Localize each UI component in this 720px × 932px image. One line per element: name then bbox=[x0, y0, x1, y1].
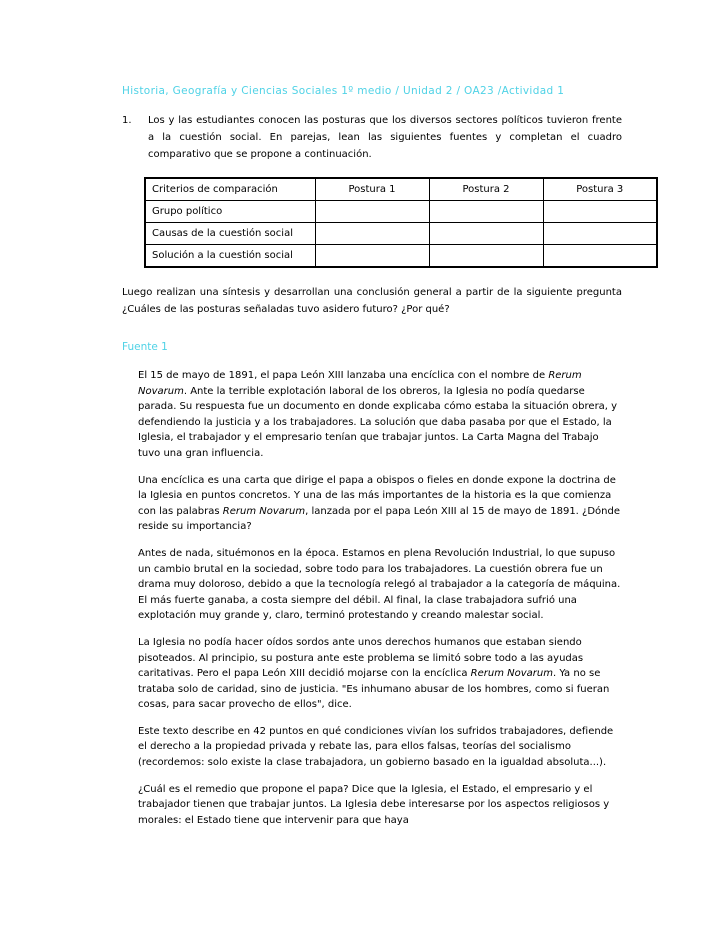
table-header-criteria: Criterios de comparación bbox=[145, 178, 315, 201]
source-paragraph-1-text-a: El 15 de mayo de 1891, el papa León XIII lanzaba una encíclica con el nombre de bbox=[138, 370, 549, 381]
table-header-postura-2: Postura 2 bbox=[429, 178, 543, 201]
source-paragraph-1 bbox=[138, 368, 622, 462]
source-paragraph-5: Este texto describe en 42 puntos en qué condiciones vivían los sufridos trabajadores, defiende el derecho a la propiedad privada y rebate las, para ellos falsas, teorías del socialismo (recordemos: solo existe la clase trabajadora, un gobierno basado en la igualdad absoluta...). bbox=[138, 725, 614, 769]
source-paragraph-2-text-a: Una encíclica es una carta que dirige el papa a obispos o fieles en donde expone la doctrina de la Iglesia en puntos concretos. Y una de las más importantes de la historia es la que comienza con las palabras bbox=[138, 474, 616, 517]
document-content bbox=[122, 84, 622, 828]
source-heading: Fuente 1 bbox=[122, 341, 168, 353]
table-row bbox=[145, 245, 657, 268]
table-cell-answer[interactable] bbox=[429, 201, 543, 223]
instruction-text: Los y las estudiantes conocen las posturas que los diversos sectores políticos tuvieron frente a la cuestión social. En parejas, lean las siguientes fuentes y completan el cuadro comparativo que se propone a continuación. bbox=[148, 115, 622, 160]
table-cell-answer[interactable] bbox=[315, 245, 429, 268]
source-body bbox=[138, 368, 622, 828]
source-paragraph-3: Antes de nada, situémonos en la época. Estamos en plena Revolución Industrial, lo que supuso un cambio brutal en la sociedad, sobre todo para los trabajadores. La cuestión obrera fue un drama muy doloroso, debido a que la tecnología relegó al trabajador a la categoría de máquina. El más fuerte ganaba, a costa siempre del débil. Al final, la clase trabajadora sufrió una explotación muy grande y, claro, terminó protestando y creando malestar social. bbox=[138, 547, 621, 622]
breadcrumb: Historia, Geografía y Ciencias Sociales 1º medio / Unidad 2 / OA23 /Actividad 1 bbox=[122, 85, 565, 97]
table-cell-criterion: Solución a la cuestión social bbox=[145, 245, 315, 268]
instruction-number: 1. bbox=[122, 115, 132, 126]
table-cell-answer[interactable] bbox=[429, 223, 543, 245]
source-paragraph-1-text-b: . Ante la terrible explotación laboral de los obreros, la Iglesia no podía quedarse parada. Su respuesta fue un documento en donde explicaba cómo estaba la situación obrera, y defendiendo la justicia y a los trabajadores. La solución que daba pasaba por que el Estado, la Iglesia, el trabajador y el empresario tenían que trabajar juntos. La Carta Magna del Trabajo tuvo una gran influencia. bbox=[138, 385, 618, 459]
comparison-table-wrapper bbox=[144, 177, 622, 268]
source-paragraph-2-text-b: , lanzada por el papa León XIII al 15 de mayo de 1891. ¿Dónde reside su importancia? bbox=[138, 505, 620, 533]
table-cell-answer[interactable] bbox=[315, 201, 429, 223]
source-paragraph-6: ¿Cuál es el remedio que propone el papa? Dice que la Iglesia, el Estado, el empresario y el trabajador tienen que trabajar juntos. La Iglesia debe interesarse por los aspectos religiosos y morales: el Estado tiene que intervenir para que haya bbox=[138, 783, 610, 826]
post-table-instruction: Luego realizan una síntesis y desarrollan una conclusión general a partir de la siguiente pregunta ¿Cuáles de las posturas señaladas tuvo asidero futuro? ¿Por qué? bbox=[122, 287, 622, 315]
comparison-table bbox=[144, 177, 658, 268]
table-cell-answer[interactable] bbox=[315, 223, 429, 245]
source-paragraph-4-title: Rerum Novarum bbox=[470, 668, 553, 680]
table-row bbox=[145, 223, 657, 245]
source-paragraph-2-title: Rerum Novarum bbox=[222, 505, 306, 517]
table-row bbox=[145, 201, 657, 223]
table-header-row bbox=[145, 178, 657, 201]
table-cell-answer[interactable] bbox=[429, 245, 543, 268]
source-paragraph-2 bbox=[138, 473, 622, 535]
table-header-postura-1: Postura 1 bbox=[315, 178, 429, 201]
table-cell-answer[interactable] bbox=[543, 223, 657, 245]
table-cell-criterion: Causas de la cuestión social bbox=[145, 223, 315, 245]
instruction-item bbox=[122, 112, 622, 163]
table-cell-criterion: Grupo político bbox=[145, 201, 315, 223]
source-paragraph-1-title: Rerum Novarum bbox=[138, 370, 582, 397]
table-header-postura-3: Postura 3 bbox=[543, 178, 657, 201]
source-paragraph-4-text-b: . Ya no se trataba solo de caridad, sino de justicia. "Es inhumano abusar de los hombres, como si fueran cosas, para sacar provecho de ellos", dice. bbox=[138, 668, 610, 711]
source-paragraph-4-text-a: La Iglesia no podía hacer oídos sordos ante unos derechos humanos que estaban siendo pisoteados. Al principio, su postura ante este problema se limitó sobre todo a las ayudas caritativas. Pero el papa León XIII decidió mojarse con la encíclica bbox=[138, 636, 584, 680]
table-cell-answer[interactable] bbox=[543, 201, 657, 223]
source-paragraph-4 bbox=[138, 635, 622, 713]
table-cell-answer[interactable] bbox=[543, 245, 657, 268]
